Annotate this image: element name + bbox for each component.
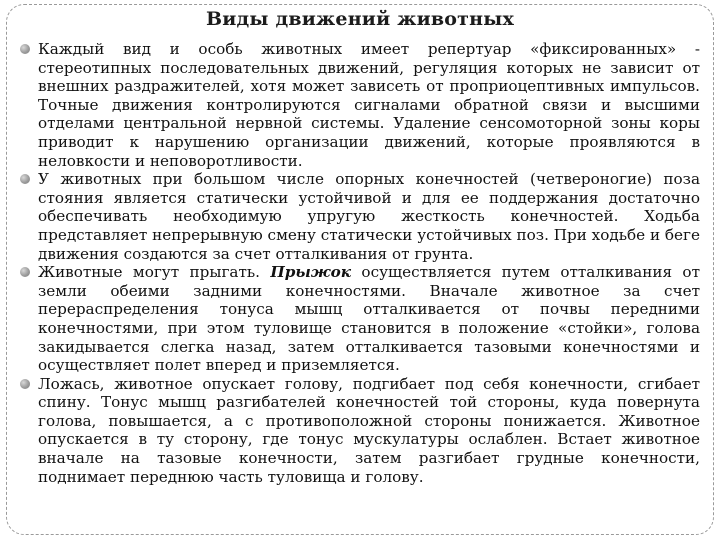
bullet-icon <box>20 44 30 54</box>
bullet-text-3-emphasis: Прыжок <box>270 263 352 282</box>
bullet-text-1: Каждый вид и особь животных имеет репертуар «фиксированных» - стереотипных последовательных движений, регуляция которых не зависит от внешних раздражителей, хотя может зависеть от проприоцептивных импульсов. Точные движения контролируются сигналами обратной связи и высшими отделами центральной нервной системы. Удаление сенсомоторной зоны коры приводит к нарушению организации движений, которые проявляются в неловкости и неповоротливости. <box>38 40 700 170</box>
bullet-icon <box>20 379 30 389</box>
bullet-text-3-after: осуществляется путем отталкивания от земли обеими задними конечностями. Вначале животное за счет перераспределения тонуса мышц отталкивается от почвы передними конечностями, при этом туловище становится в положение «стойки», голова закидывается слегка назад, затем отталкивается тазовыми конечностями и осуществляет полет вперед и приземляется. <box>38 263 700 375</box>
bullet-text-4: Ложась, животное опускает голову, подгибает под себя конечности, сгибает спину. Тонус мышц разгибателей конечностей той стороны, куда повернута голова, повышается, а с противоположной стороны понижается. Животное опускается в ту сторону, где тонус мускулатуры ослаблен. Встает животное вначале на тазовые конечности, затем разгибает грудные конечности, поднимает переднюю часть туловища и голову. <box>38 374 700 486</box>
bullet-item-3 <box>18 263 700 375</box>
bullet-item-2 <box>18 170 700 263</box>
slide-title: Виды движений животных <box>205 8 515 30</box>
bullet-text-3-before: Животные могут прыгать. <box>38 263 271 282</box>
bullet-text-2: У животных при большом числе опорных конечностей (четвероногие) поза стояния является статически устойчивой и для ее поддержания достаточно обеспечивать необходимую упругую жесткость конечностей. Ходьба представляет непрерывную смену статически устойчивых поз. При ходьбе и беге движения создаются за счет отталкивания от грунта. <box>38 170 700 263</box>
bullet-icon <box>20 267 30 277</box>
bullet-item-4 <box>18 375 700 487</box>
bullet-icon <box>20 174 30 184</box>
bullet-list <box>18 40 700 486</box>
bullet-item-1 <box>18 40 700 170</box>
